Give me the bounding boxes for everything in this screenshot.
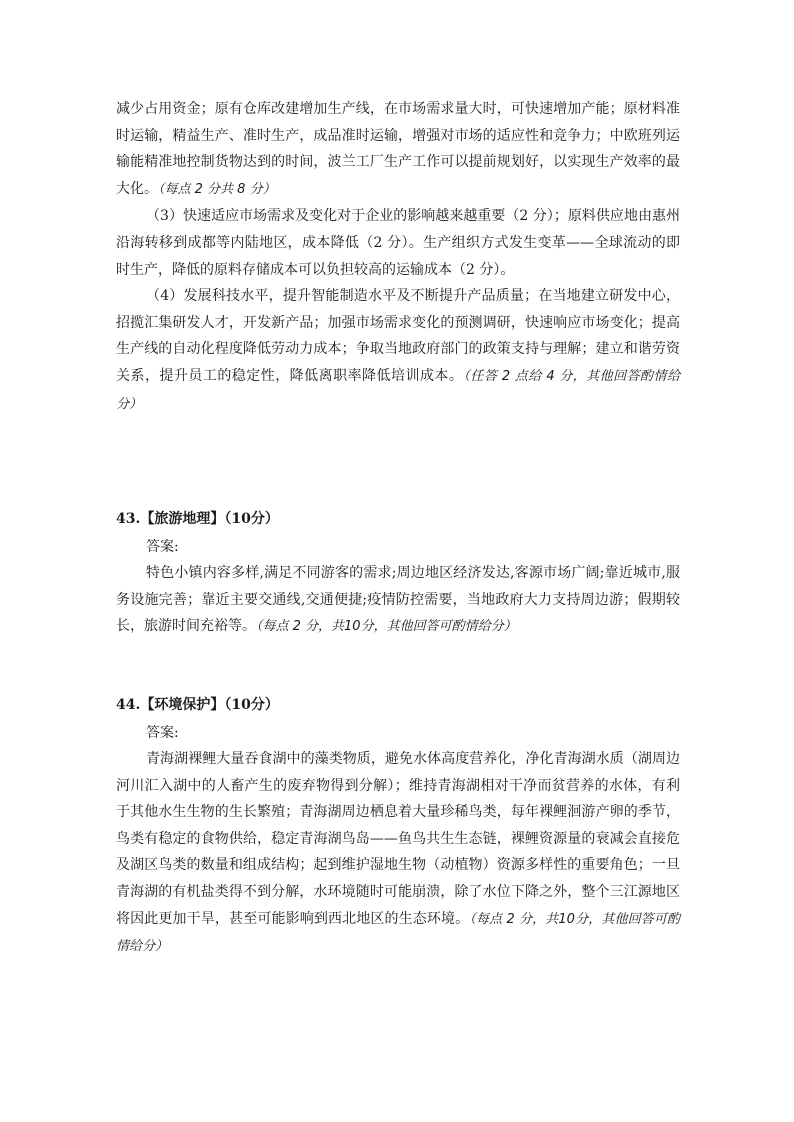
paragraph-text: 特色小镇内容多样,满足不同游客的需求;周边地区经济发达,客源市场广阔;靠近城市,服务设施完善；靠近主要交通线,交通便捷;疫情防控需要，当地政府大力支持周边游；假期较长，旅游时间充裕等。 [116,565,680,635]
scoring-note: （每点 2 分，共10分，其他回答可酌情给分） [116,911,681,955]
question-43-answer-body [116,560,680,641]
scoring-note: （每点 2 分，共10分，其他回答可酌情给分） [256,619,517,635]
answer-block-42-continued [116,96,680,418]
question-44-answer-label: 答案: [146,725,179,741]
question-44-heading: 44.【环境保护】（10分） [116,697,279,713]
paragraph-42-3: （3）快速适应市场需求及变化对于企业的影响越来越重要（2 分）；原料供应地由惠州沿海转移到成都等内陆地区，成本降低（2 分）。生产组织方式发生变革——全球流动的即时生产，降低的原料存储成本可以负担较高的运输成本（2 分）。 [116,208,680,278]
paragraph-text: 减少占用资金；原有仓库改建增加生产线，在市场需求量大时，可快速增加产能；原材料准时运输，精益生产、准时生产，成品准时运输，增强对市场的适应性和竞争力；中欧班列运输能精准地控制货物达到的时间，波兰工厂生产工作可以提前规划好，以实现生产效率的最大化。 [116,101,680,197]
paragraph-42-2-continued [116,96,680,203]
paragraph-text: 青海湖裸鲤大量吞食湖中的藻类物质，避免水体高度营养化，净化青海湖水质（湖周边河川汇入湖中的人畜产生的废弃物得到分解）；维持青海湖相对干净而贫营养的水体，有利于其他水生生物的生长繁殖；青海湖周边栖息着大量珍稀鸟类，每年裸鲤洄游产卵的季节，鸟类有稳定的食物供给，稳定青海湖鸟岛——鱼鸟共生生态链，裸鲤资源量的衰减会直接危及湖区鸟类的数量和组成结构；起到维护湿地生物（动植物）资源多样性的重要角色；一旦青海湖的有机盐类得不到分解，水环境随时可能崩溃，除了水位下降之外，整个三江源地区将因此更加干旱，甚至可能影响到西北地区的生态环境。 [116,751,680,927]
paragraph-text: （4）发展科技水平，提升智能制造水平及不断提升产品质量；在当地建立研发中心，招揽汇集研发人才，开发新产品；加强市场需求变化的预测调研，快速响应市场变化；提高生产线的自动化程度降低劳动力成本；争取当地政府部门的政策支持与理解；建立和谐劳资关系，提升员工的稳定性，降低离职率降低培训成本。 [116,288,680,384]
scoring-note: （任答 2 点给 4 分，其他回答酌情给分） [116,368,680,412]
paragraph-42-4 [116,283,680,418]
question-43-heading: 43.【旅游地理】（10分） [116,511,279,527]
scoring-note: （每点 2 分共 8 分） [158,181,276,197]
question-44-section [116,694,680,961]
question-44-answer-body [116,746,680,961]
question-43-answer-label: 答案: [146,539,179,555]
question-43-section [116,508,680,641]
